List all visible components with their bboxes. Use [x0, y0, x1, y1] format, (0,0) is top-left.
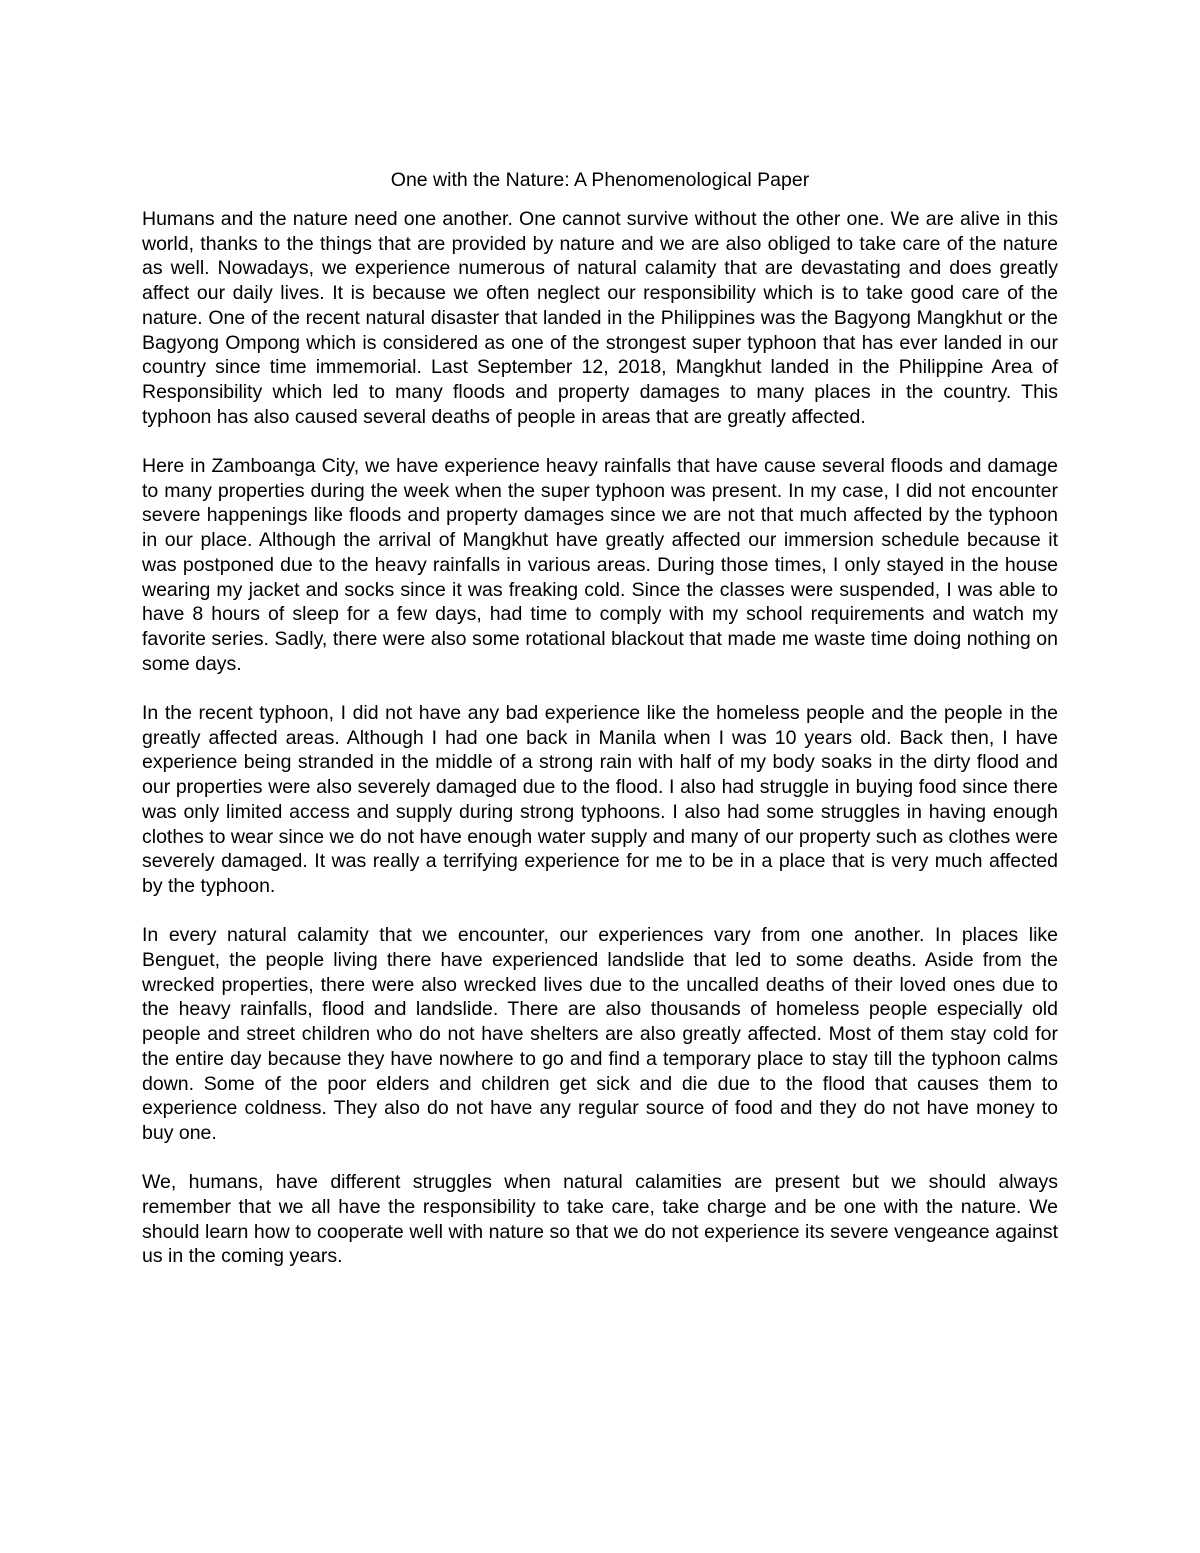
document-title: One with the Nature: A Phenomenological Paper [390, 169, 810, 191]
document-body [142, 166, 1058, 1294]
paragraph-5: We, humans, have different struggles when natural calamities are present but we should always remember that we all have the responsibility to take care, take charge and be one with the nature. We should learn how to cooperate well with nature so that we do not experience its severe vengeance against us in the coming years. [142, 1171, 1058, 1268]
paragraph-1: Humans and the nature need one another. One cannot survive without the other one. We are alive in this world, thanks to the things that are provided by nature and we are also obliged to take care of the nature as well. Nowadays, we experience numerous of natural calamity that are devastating and does greatly affect our daily lives. It is because we often neglect our responsibility which is to take good care of the nature. One of the recent natural disaster that landed in the Philippines was the Bagyong Mangkhut or the Bagyong Ompong which is considered as one of the strongest super typhoon that has ever landed in our country since time immemorial. Last September 12, 2018, Mangkhut landed in the Philippine Area of Responsibility which led to many floods and property damages to many places in the country. This typhoon has also caused several deaths of people in areas that are greatly affected. [142, 208, 1058, 428]
paragraph-2: Here in Zamboanga City, we have experience heavy rainfalls that have cause several floods and damage to many properties during the week when the super typhoon was present. In my case, I did not encounter severe happenings like floods and property damages since we are not that much affected by the typhoon in our place. Although the arrival of Mangkhut have greatly affected our immersion schedule because it was postponed due to the heavy rainfalls in various areas. During those times, I only stayed in the house wearing my jacket and socks since it was freaking cold. Since the classes were suspended, I was able to have 8 hours of sleep for a few days, had time to comply with my school requirements and watch my favorite series. Sadly, there were also some rotational blackout that made me waste time doing nothing on some days. [142, 455, 1058, 675]
paragraph-4: In every natural calamity that we encounter, our experiences vary from one another. In places like Benguet, the people living there have experienced landslide that led to some deaths. Aside from the wrecked properties, there were also wrecked lives due to the uncalled deaths of their loved ones due to the heavy rainfalls, flood and landslide. There are also thousands of homeless people especially old people and street children who do not have shelters are also greatly affected. Most of them stay cold for the entire day because they have nowhere to go and find a temporary place to stay till the typhoon calms down. Some of the poor elders and children get sick and die due to the flood that causes them to experience coldness. They also do not have any regular source of food and they do not have money to buy one. [142, 924, 1058, 1144]
paragraph-3: In the recent typhoon, I did not have any bad experience like the homeless people and the people in the greatly affected areas. Although I had one back in Manila when I was 10 years old. Back then, I have experience being stranded in the middle of a strong rain with half of my body soaks in the dirty flood and our properties were also severely damaged due to the flood. I also had struggle in buying food since there was only limited access and supply during strong typhoons. I also had some struggles in having enough clothes to wear since we do not have enough water supply and many of our property such as clothes were severely damaged. It was really a terrifying experience for me to be in a place that is very much affected by the typhoon. [142, 702, 1058, 897]
